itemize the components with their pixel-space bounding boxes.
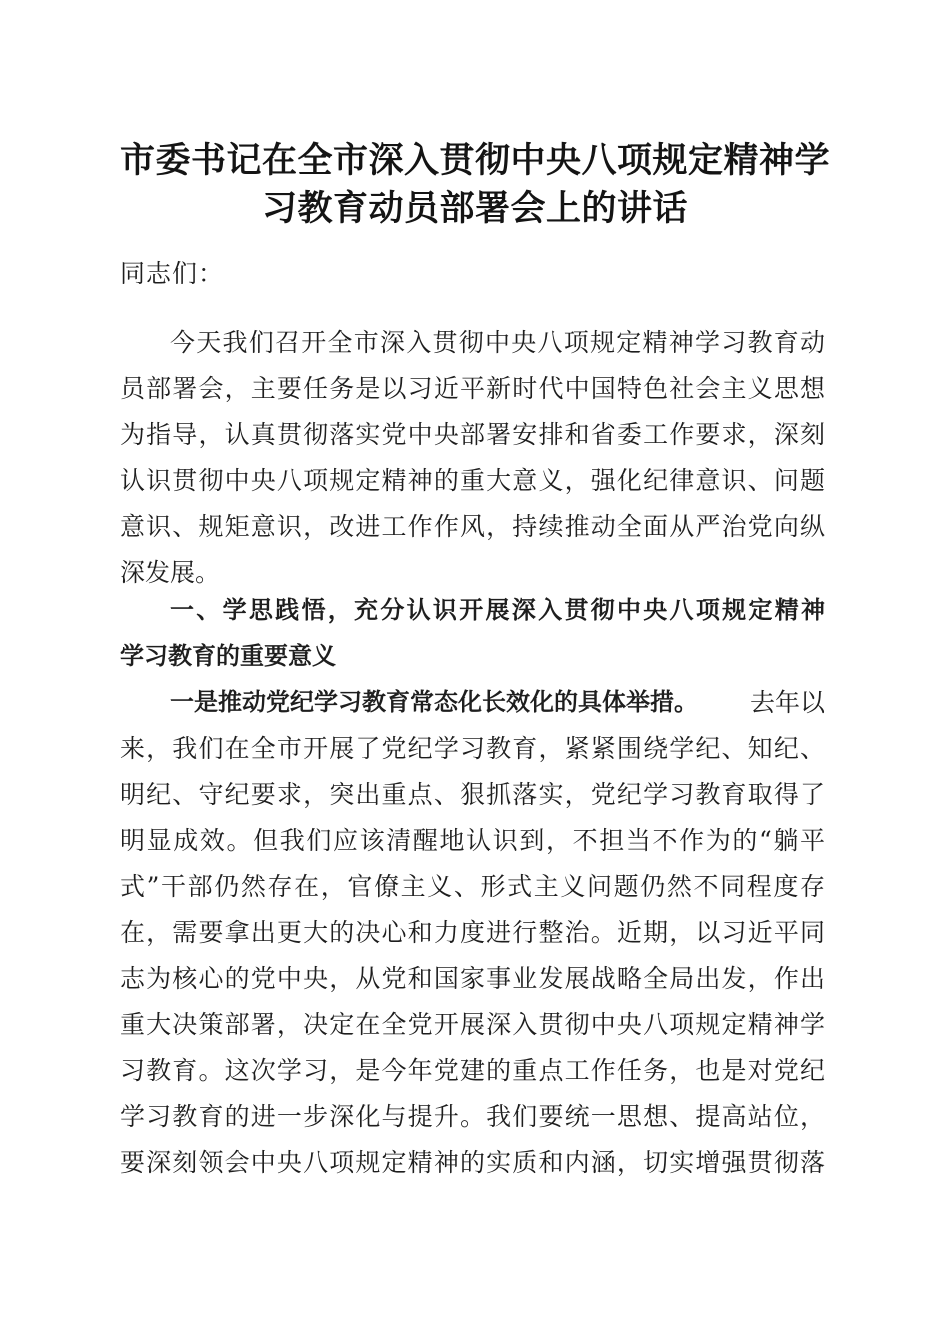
point1-lead-sentence: 一是推动党纪学习教育常态化长效化的具体举措。 <box>170 688 698 716</box>
point1-line-5: 式”干部仍然存在，官僚主义、形式主义问题仍然不同程度存 <box>120 872 825 901</box>
section-heading-line-1: 一、学思践悟，充分认识开展深入贯彻中央八项规定精神 <box>170 596 825 624</box>
point1-line-8: 重大决策部署，决定在全党开展深入贯彻中央八项规定精神学 <box>120 1010 825 1039</box>
intro-line-3: 为指导，认真贯彻落实党中央部署安排和省委工作要求，深刻 <box>120 420 825 449</box>
point1-line-11: 要深刻领会中央八项规定精神的实质和内涵，切实增强贯彻落 <box>120 1148 825 1177</box>
point1-line-3: 明纪、守纪要求，突出重点、狠抓落实，党纪学习教育取得了 <box>120 780 825 809</box>
section-heading-line-2: 学习教育的重要意义 <box>120 642 336 670</box>
point1-line-9: 习教育。这次学习，是今年党建的重点工作任务，也是对党纪 <box>120 1056 825 1085</box>
intro-line-1: 今天我们召开全市深入贯彻中央八项规定精神学习教育动 <box>170 328 825 357</box>
intro-line-4: 认识贯彻中央八项规定精神的重大意义，强化纪律意识、问题 <box>120 466 825 495</box>
point1-line-6: 在，需要拿出更大的决心和力度进行整治。近期，以习近平同 <box>120 918 825 947</box>
document-title-line-2: 习教育动员部署会上的讲话 <box>261 188 688 229</box>
point1-first-rest: 去年以 <box>749 688 825 717</box>
intro-line-5: 意识、规矩意识，改进工作作风，持续推动全面从严治党向纵 <box>120 512 825 541</box>
document-title-line-1: 市委书记在全市深入贯彻中央八项规定精神学 <box>119 140 830 181</box>
greeting: 同志们： <box>120 259 225 288</box>
point1-line-1 <box>170 685 825 720</box>
intro-line-2: 员部署会，主要任务是以习近平新时代中国特色社会主义思想 <box>120 374 825 403</box>
point1-line-4: 明显成效。但我们应该清醒地认识到，不担当不作为的“躺平 <box>120 826 825 855</box>
point1-line-10: 学习教育的进一步深化与提升。我们要统一思想、提高站位， <box>120 1102 825 1131</box>
point1-line-7: 志为核心的党中央，从党和国家事业发展战略全局出发，作出 <box>120 964 825 993</box>
point1-line-2: 来，我们在全市开展了党纪学习教育，紧紧围绕学纪、知纪、 <box>120 734 825 763</box>
intro-line-6: 深发展。 <box>120 558 221 587</box>
